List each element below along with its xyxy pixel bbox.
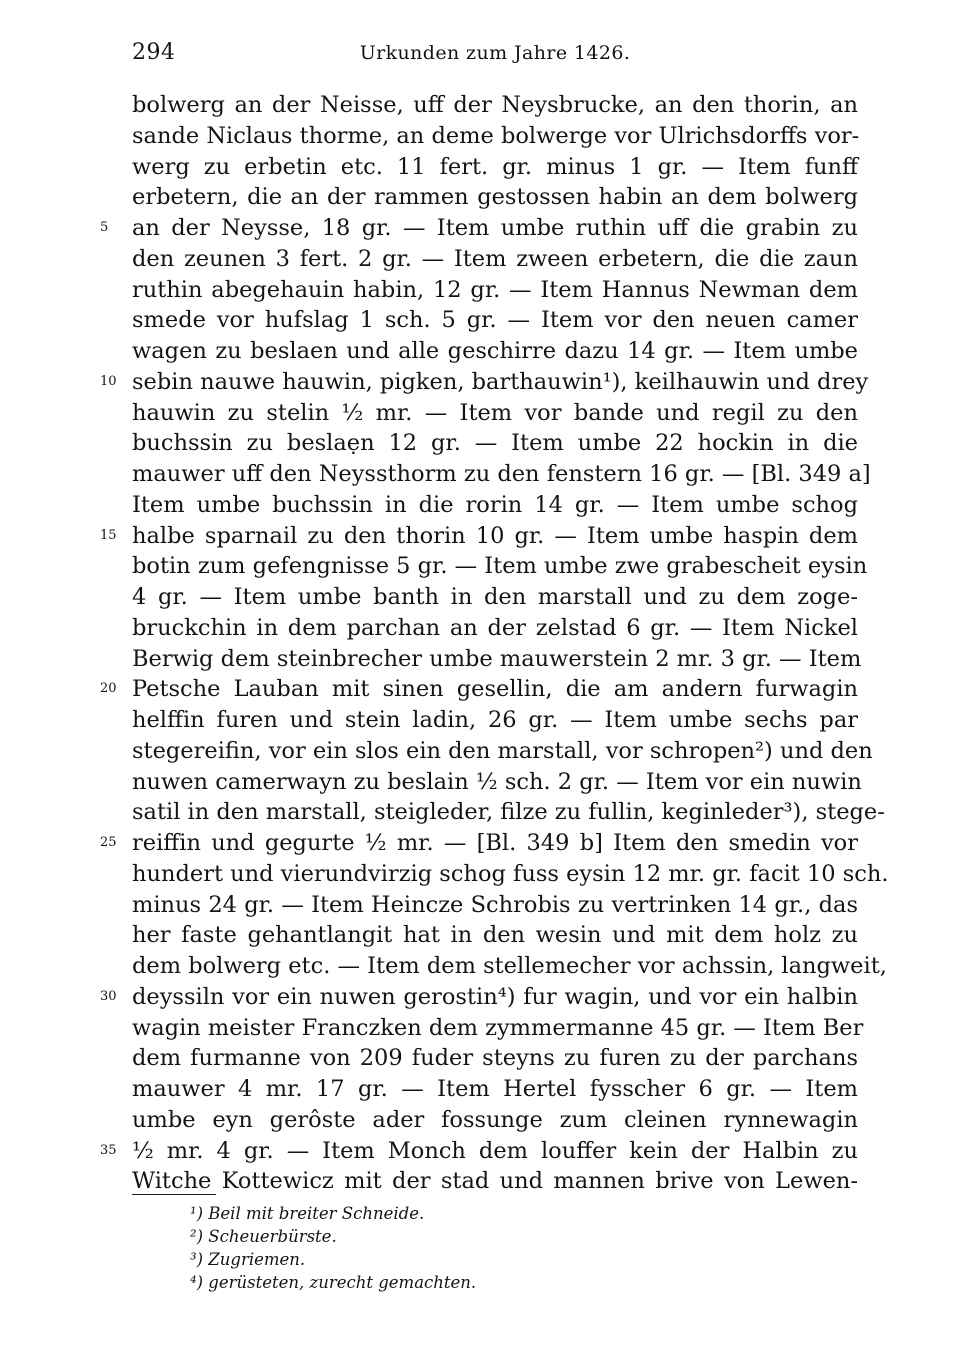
text-line xyxy=(132,920,858,951)
line-text: deyssiln vor ein nuwen gerostin⁴) fur wagin, und vor ein halbin xyxy=(132,983,858,1010)
line-text: werg zu erbetin etc. 11 fert. gr. minus 1 gr. — Item funff xyxy=(132,153,858,180)
page-number: 294 xyxy=(132,40,176,65)
line-number: 15 xyxy=(100,527,117,543)
text-line xyxy=(132,859,889,890)
line-text: reiffin und gegurte ½ mr. — [Bl. 349 b] Item den smedin vor xyxy=(132,830,858,856)
text-line xyxy=(132,736,873,767)
text-line xyxy=(132,613,858,644)
page-header xyxy=(132,40,858,72)
line-number: 20 xyxy=(100,681,117,697)
text-line xyxy=(100,367,869,398)
line-text: dem bolwerg etc. — Item dem stellemecher vor achssin, langweit, xyxy=(132,953,887,979)
text-line xyxy=(132,767,862,798)
text-line xyxy=(100,674,858,705)
line-number: 35 xyxy=(100,1142,117,1158)
text-line xyxy=(132,490,858,521)
text-line xyxy=(132,121,858,152)
text-line xyxy=(100,213,858,244)
text-line xyxy=(132,305,858,336)
line-text: hauwin zu stelin ½ mr. — Item vor bande und regil zu den xyxy=(132,399,858,426)
line-text: den zeunen 3 fert. 2 gr. — Item zween erbetern, die die zaun xyxy=(132,245,858,272)
line-text: erbetern, die an der rammen gestossen habin an dem bolwerg xyxy=(132,184,858,211)
body-text xyxy=(100,90,889,1197)
text-line xyxy=(132,1013,864,1044)
footnotes xyxy=(190,1202,476,1294)
running-head: Urkunden zum Jahre 1426. xyxy=(359,42,631,64)
line-text: bruckchin in dem parchan an der zelstad 6 gr. — Item Nickel xyxy=(132,614,858,641)
text-line xyxy=(132,1043,858,1074)
line-text: nuwen camerwayn zu beslain ½ sch. 2 gr. — Item vor ein nuwin xyxy=(132,768,862,795)
line-number: 25 xyxy=(100,835,117,850)
text-line xyxy=(132,1166,858,1197)
line-text: mauwer 4 mr. 17 gr. — Item Hertel fysscher 6 gr. — Item xyxy=(132,1076,858,1102)
line-text: botin zum gefengnisse 5 gr. — Item umbe zwe grabescheit eysin xyxy=(132,553,868,580)
text-line xyxy=(100,982,858,1013)
line-text: bolwerg an der Neisse, uff der Neysbrucke, an den thorin, an xyxy=(132,92,858,118)
line-text: ½ mr. 4 gr. — Item Monch dem louffer kein der Halbin zu xyxy=(132,1137,858,1164)
line-text: smede vor hufslag 1 sch. 5 gr. — Item vor den neuen camer xyxy=(132,307,858,334)
line-text: an der Neysse, 18 gr. — Item umbe ruthin uff die grabin zu xyxy=(132,215,858,241)
text-line xyxy=(132,1105,858,1136)
text-line xyxy=(132,890,858,921)
line-text: Item umbe buchssin in die rorin 14 gr. — Item umbe schog xyxy=(132,491,858,518)
line-text: hundert und vierundvirzig schog fuss eysin 12 mr. gr. facit 10 sch. xyxy=(132,860,889,887)
text-line xyxy=(132,152,858,183)
footnote: ⁴) gerüsteten, zurecht gemachten. xyxy=(190,1273,477,1292)
text-line xyxy=(100,828,858,859)
line-text: helffin furen und stein ladin, 26 gr. — Item umbe sechs par xyxy=(132,707,858,733)
text-line xyxy=(132,797,885,828)
line-text: mauwer uff den Neyssthorm zu den fenstern 16 gr. — [Bl. 349 a] xyxy=(132,461,871,487)
line-text: ruthin abegehauin habin, 12 gr. — Item Hannus Newman dem xyxy=(132,276,858,303)
line-text: umbe eyn gerôste ader fossunge zum cleinen rynnewagin xyxy=(132,1106,858,1133)
line-text: sebin nauwe hauwin, pigken, barthauwin¹), keilhauwin und drey xyxy=(132,368,869,395)
line-text: Witche Kottewicz mit der stad und mannen brive von Lewen- xyxy=(132,1168,858,1195)
line-text: Petsche Lauban mit sinen gesellin, die am andern furwagin xyxy=(132,676,858,703)
text-line xyxy=(132,244,858,275)
text-line xyxy=(132,551,868,582)
text-line xyxy=(132,182,858,213)
footnote-rule xyxy=(132,1194,216,1195)
line-text: 4 gr. — Item umbe banth in den marstall und zu dem zoge- xyxy=(132,584,858,610)
line-text: wagen zu beslaen und alle geschirre dazu 14 gr. — Item umbe xyxy=(132,338,858,364)
text-line xyxy=(132,428,858,459)
text-line xyxy=(132,644,862,675)
text-line xyxy=(132,398,858,429)
line-text: sande Niclaus thorme, an deme bolwerge vor Ulrichsdorffs vor- xyxy=(132,122,860,149)
line-number: 30 xyxy=(100,988,117,1004)
footnote: ²) Scheuerbürste. xyxy=(190,1227,337,1246)
footnote: ¹) Beil mit breiter Schneide. xyxy=(190,1204,425,1223)
text-line xyxy=(132,336,858,367)
text-line xyxy=(132,459,871,490)
text-line xyxy=(100,1136,858,1167)
line-text: stegereifin, vor ein slos ein den marstall, vor schropen²) und den xyxy=(132,737,873,764)
text-line xyxy=(132,705,858,736)
text-line xyxy=(132,1074,858,1105)
text-line xyxy=(132,90,858,121)
line-number: 10 xyxy=(100,373,117,389)
line-text: her faste gehantlangit hat in den wesin und mit dem holz zu xyxy=(132,922,858,949)
line-text: minus 24 gr. — Item Heincze Schrobis zu vertrinken 14 gr., das xyxy=(132,891,858,918)
text-line xyxy=(132,275,858,306)
line-text: Berwig dem steinbrecher umbe mauwerstein 2 mr. 3 gr. — Item xyxy=(132,645,862,672)
text-line xyxy=(132,951,887,982)
line-text: halbe sparnail zu den thorin 10 gr. — Item umbe haspin dem xyxy=(132,522,858,549)
text-line xyxy=(100,521,858,552)
line-number: 5 xyxy=(100,220,109,235)
line-text: satil in den marstall, steigleder, filze zu fullin, keginleder³), stege- xyxy=(132,799,885,826)
line-text: buchssin zu beslaẹn 12 gr. — Item umbe 22 hockin in die xyxy=(132,430,858,457)
line-text: dem furmanne von 209 fuder steyns zu furen zu der parchans xyxy=(132,1045,858,1072)
text-line xyxy=(132,582,858,613)
line-text: wagin meister Franczken dem zymmermanne 45 gr. — Item Ber xyxy=(132,1014,864,1041)
footnote: ³) Zugriemen. xyxy=(190,1250,306,1269)
